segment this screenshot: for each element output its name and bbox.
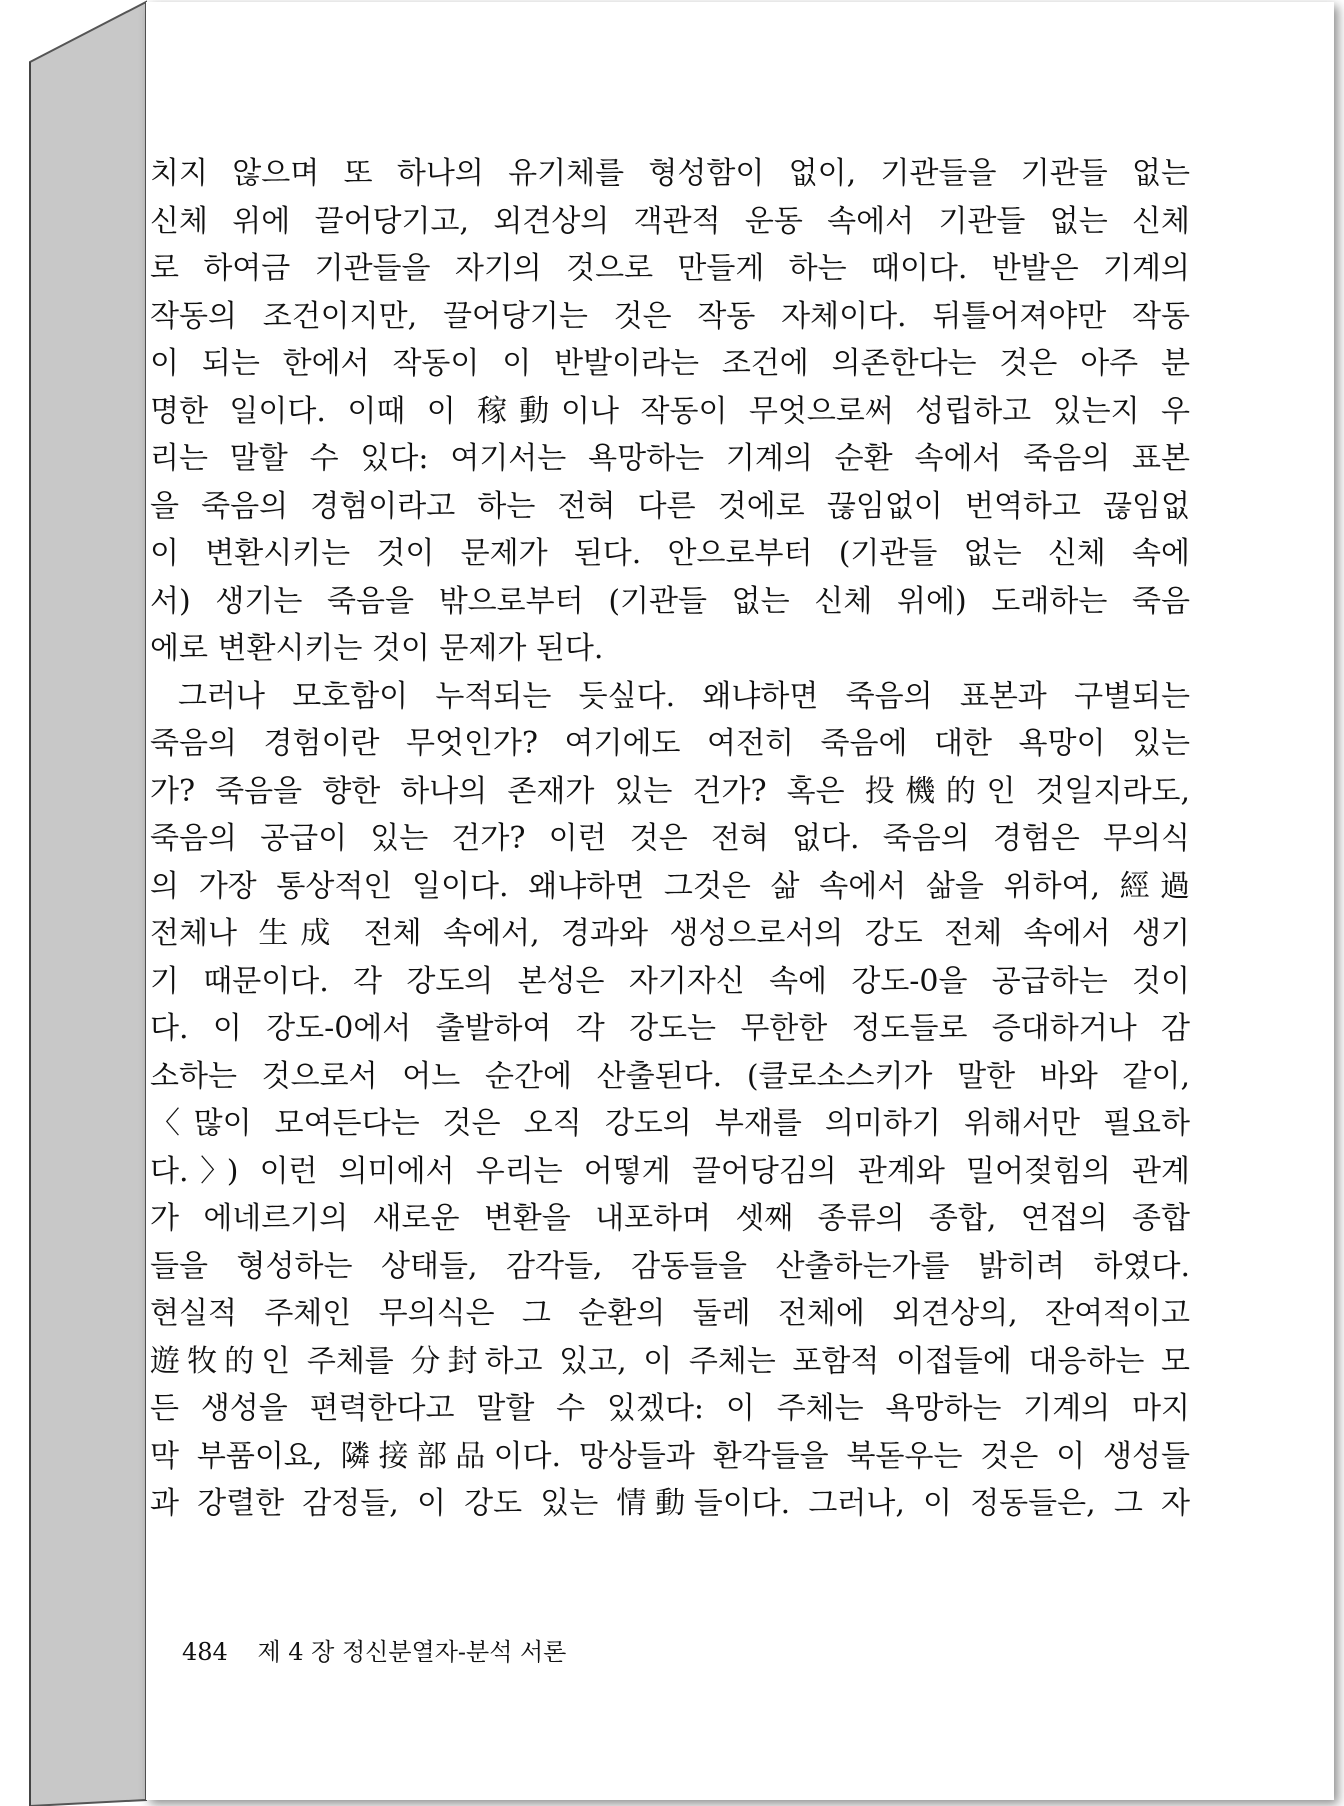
- text-line: 현실적 주체인 무의식은 그 순환의 둘레 전체에 외견상의, 잔여적이고: [150, 1296, 1190, 1331]
- text-line: 죽음의 경험이란 무엇인가? 여기에도 여전히 죽음에 대한 욕망이 있는: [150, 726, 1190, 761]
- text-line: 든 생성을 편력한다고 말할 수 있겠다: 이 주체는 욕망하는 기계의 마지: [150, 1391, 1190, 1426]
- text-line: 다. 이 강도-0에서 출발하여 각 강도는 무한한 정도들로 증대하거나 감: [150, 1011, 1190, 1046]
- text-line: 명한 일이다. 이때 이 稼動이나 작동이 무엇으로써 성립하고 있는지 우: [150, 393, 1190, 429]
- text-line: 로 하여금 기관들을 자기의 것으로 만들게 하는 때이다. 반발은 기계의: [150, 251, 1190, 286]
- text-line: 서) 생기는 죽음을 밖으로부터 (기관들 없는 신체 위에) 도래하는 죽음: [150, 583, 1190, 619]
- text-line: 가? 죽음을 향한 하나의 존재가 있는 건가? 혹은 投機的인 것일지라도,: [150, 773, 1190, 809]
- text-line: 에로 변환시키는 것이 문제가 된다.: [150, 631, 604, 666]
- text-line: 작동의 조건이지만, 끌어당기는 것은 작동 자체이다. 뒤틀어져야만 작동: [150, 298, 1190, 334]
- text-line: 이 되는 한에서 작동이 이 반발이라는 조건에 의존한다는 것은 아주 분: [150, 346, 1190, 381]
- text-line: 신체 위에 끌어당기고, 외견상의 객관적 운동 속에서 기관들 없는 신체: [150, 203, 1190, 239]
- text-line: 들을 형성하는 상태들, 감각들, 감동들을 산출하는가를 밝히려 하였다.: [150, 1248, 1190, 1284]
- page-number: 484: [182, 1638, 228, 1666]
- text-line: 리는 말할 수 있다: 여기서는 욕망하는 기계의 순환 속에서 죽음의 표본: [150, 441, 1190, 476]
- text-line: 이 변환시키는 것이 문제가 된다. 안으로부터 (기관들 없는 신체 속에: [150, 536, 1190, 571]
- text-line: 죽음의 공급이 있는 건가? 이런 것은 전혀 없다. 죽음의 경험은 무의식: [150, 821, 1190, 856]
- text-line: 의 가장 통상적인 일이다. 왜냐하면 그것은 삶 속에서 삶을 위하여, 經過: [150, 868, 1190, 904]
- text-line: 그러나 모호함이 누적되는 듯싶다. 왜냐하면 죽음의 표본과 구별되는: [178, 678, 1190, 714]
- text-line: 치지 않으며 또 하나의 유기체를 형성함이 없이, 기관들을 기관들 없는: [150, 156, 1190, 191]
- body-text: [150, 150, 1190, 1528]
- text-line: 을 죽음의 경험이라고 하는 전혀 다른 것에로 끊임없이 번역하고 끊임없: [150, 488, 1190, 524]
- text-line: 遊牧的인 주체를 分封하고 있고, 이 주체는 포함적 이접들에 대응하는 모: [150, 1343, 1190, 1379]
- chapter-title: 제 4 장 정신분열자-분석 서론: [257, 1638, 567, 1666]
- text-line: 전체나 生成 전체 속에서, 경과와 생성으로서의 강도 전체 속에서 생기: [150, 916, 1190, 951]
- page-footer: [182, 1632, 566, 1667]
- text-line: 소하는 것으로서 어느 순간에 산출된다. (클로소스키가 말한 바와 같이,: [150, 1058, 1190, 1094]
- text-line: 기 때문이다. 각 강도의 본성은 자기자신 속에 강도-0을 공급하는 것이: [150, 963, 1190, 999]
- text-line: 가 에네르기의 새로운 변환을 내포하며 셋째 종류의 종합, 연접의 종합: [150, 1201, 1190, 1236]
- text-line: 〈많이 모여든다는 것은 오직 강도의 부재를 의미하기 위해서만 필요하: [150, 1106, 1190, 1141]
- text-line: 다.〉) 이런 의미에서 우리는 어떻게 끌어당김의 관계와 밀어젖힘의 관계: [150, 1153, 1190, 1189]
- text-line: 막 부품이요, 隣接部品이다. 망상들과 환각들을 북돋우는 것은 이 생성들: [150, 1438, 1190, 1474]
- text-line: 과 강렬한 감정들, 이 강도 있는 情動들이다. 그러나, 이 정동들은, 그 자: [150, 1486, 1190, 1521]
